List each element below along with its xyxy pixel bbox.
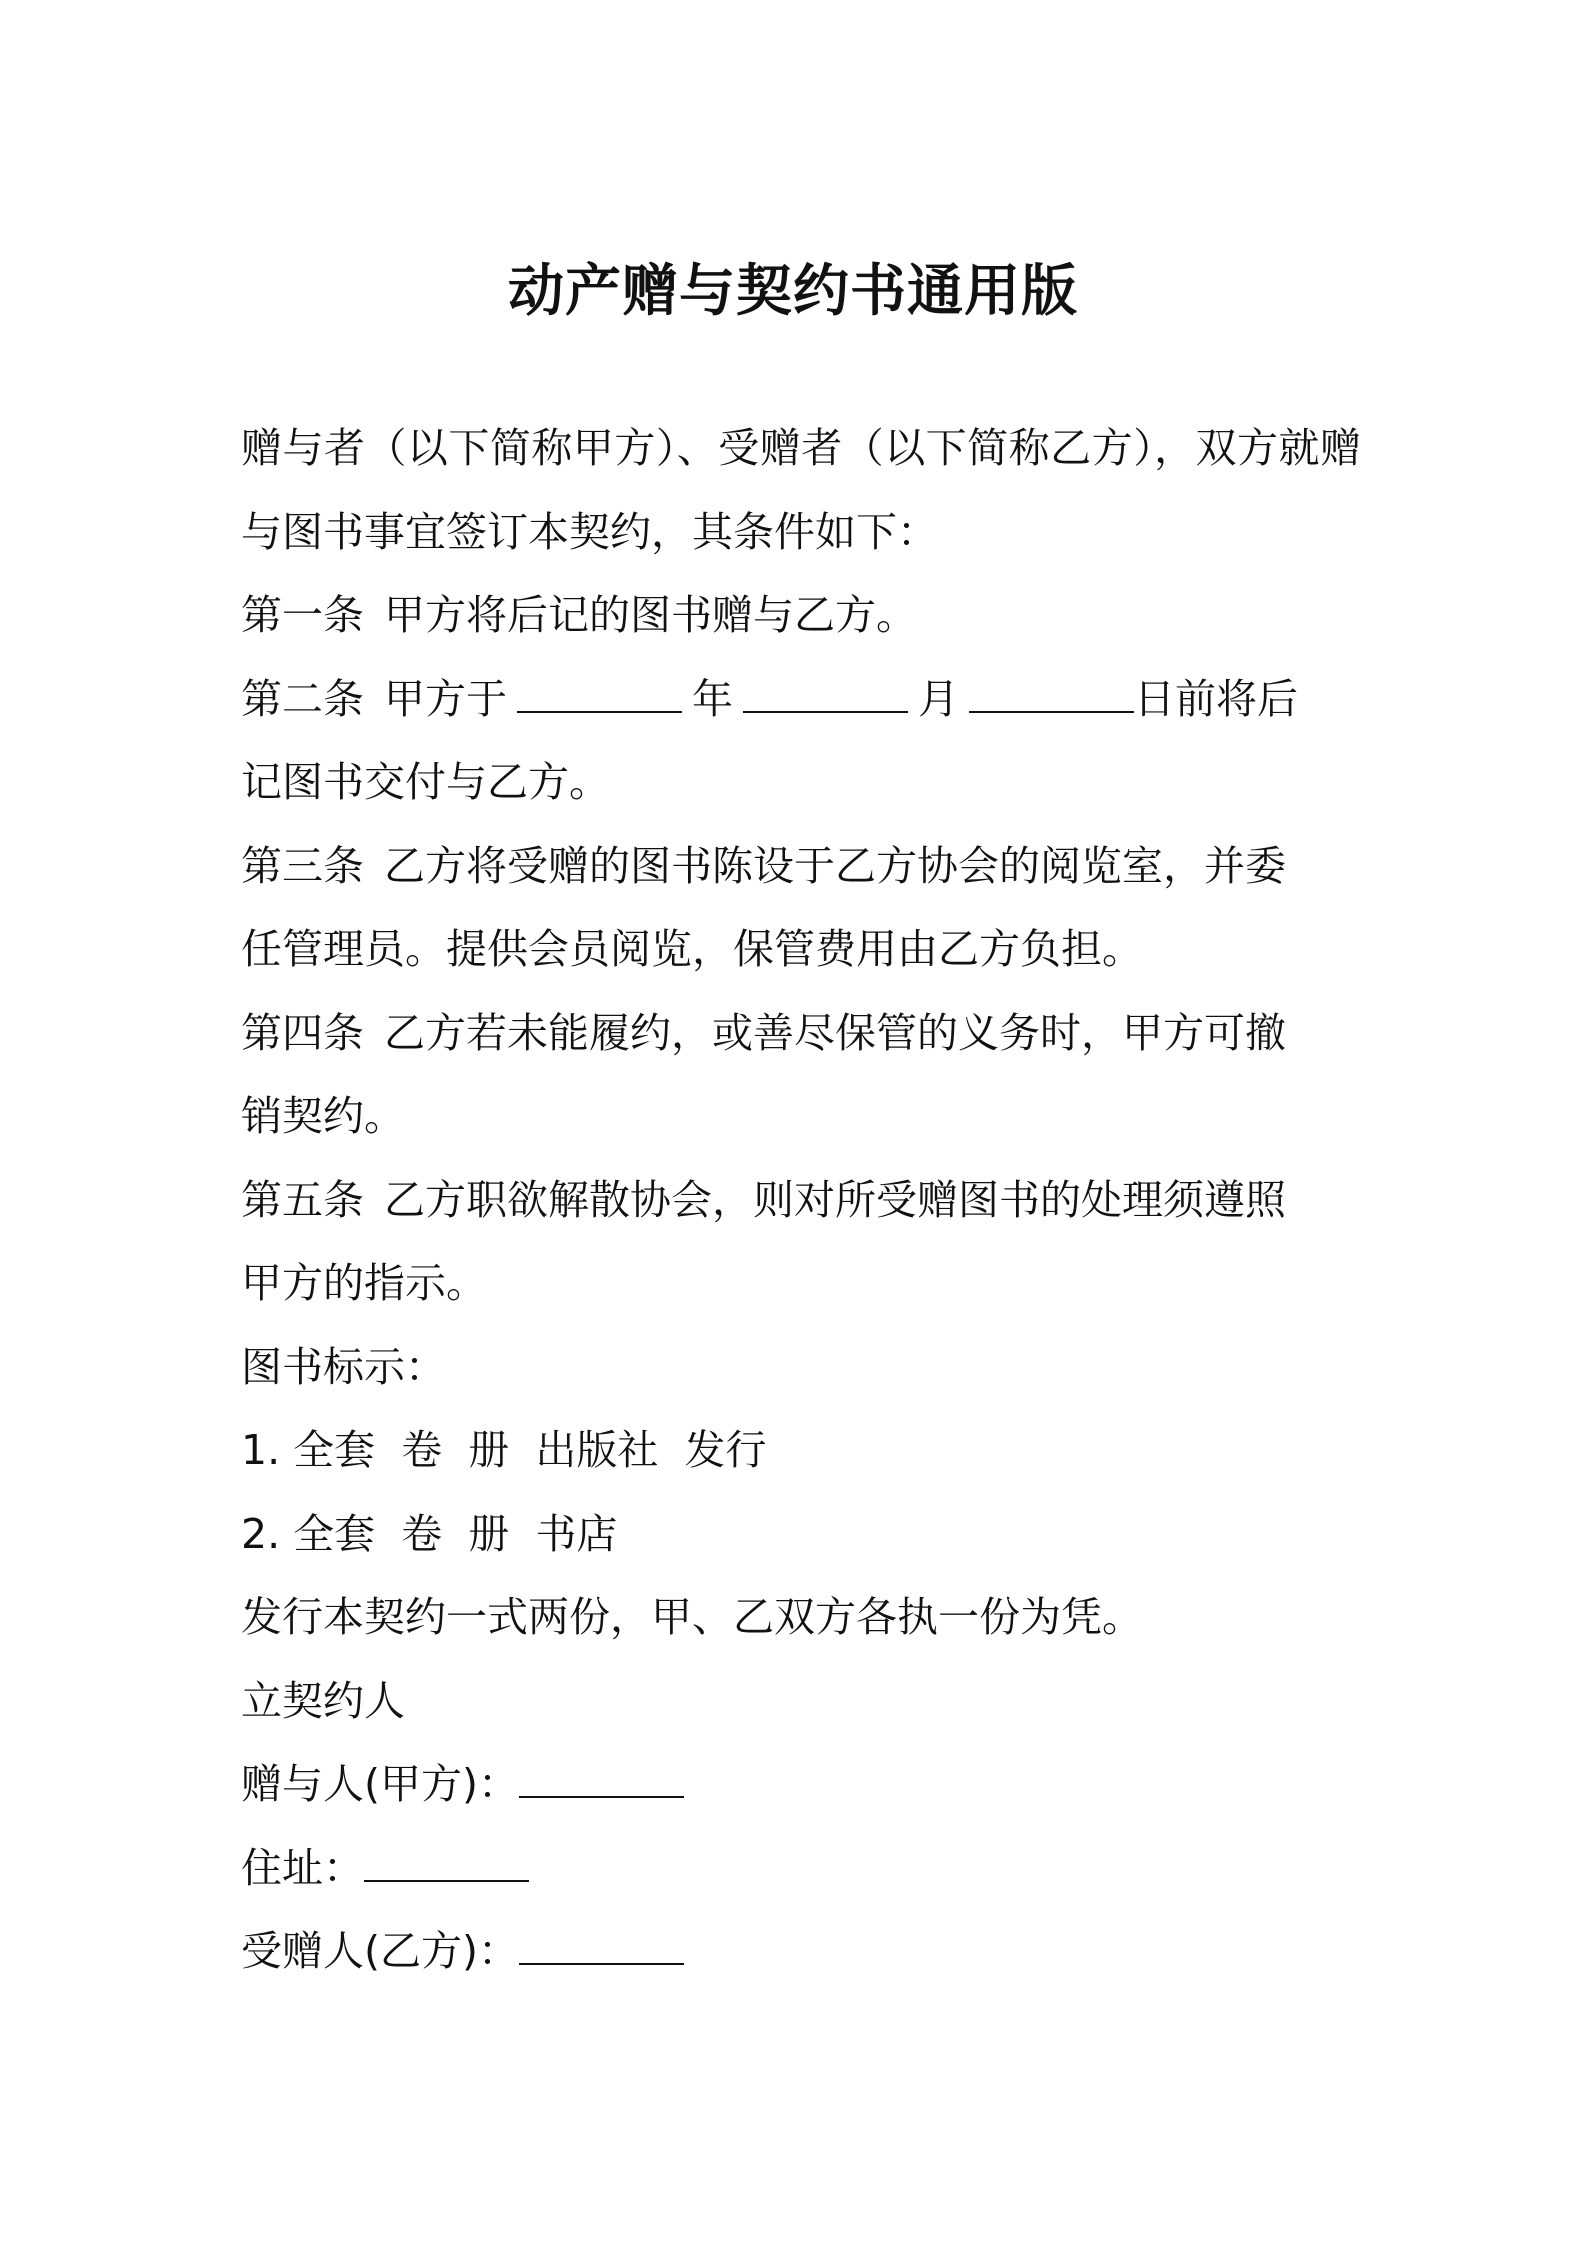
article-3-label: 第三条 [241,841,364,890]
day-label: 日前将后 [1134,674,1298,723]
intro-line-1: 赠与者（以下简称甲方）、受赠者（以下简称乙方），双方就赠 [241,424,1361,472]
year-label: 年 [692,674,733,723]
books-heading: 图书标示： [241,1342,446,1391]
address-label: 住址： [241,1843,364,1892]
donor-label: 赠与人(甲方)： [241,1760,519,1808]
article-3-line-2: 任管理员。提供会员阅览，保管费用由乙方负担。 [241,925,1143,973]
article-4-label: 第四条 [241,1008,364,1057]
article-1 [241,574,1361,658]
address-blank[interactable] [364,1840,529,1882]
document-title: 动产赠与契约书通用版 [508,259,1078,324]
month-blank [743,671,908,713]
document-body [241,407,1361,1994]
article-2-line-2: 记图书交付与乙方。 [241,758,610,806]
article-3-text: 乙方将受赠的图书陈设于乙方协会的阅览室，并委 [384,841,1286,890]
donor-blank[interactable] [519,1756,684,1798]
article-2-text: 甲方于 [384,674,507,723]
recipient-label: 受赠人(乙方)： [241,1927,519,1975]
article-5-text: 乙方职欲解散协会，则对所受赠图书的处理须遵照 [384,1175,1286,1224]
article-5-line-2: 甲方的指示。 [241,1259,487,1307]
signatories-heading: 立契约人 [241,1676,405,1725]
intro-line-2: 与图书事宜签订本契约，其条件如下： [241,507,938,556]
article-2-label: 第二条 [241,674,364,723]
recipient-blank[interactable] [519,1923,684,1965]
article-2-line-1 [241,658,1361,742]
article-4-line-2: 销契约。 [241,1092,405,1140]
article-4-line-1 [241,992,1361,1076]
donor-line [241,1743,1361,1827]
recipient-line [241,1910,1361,1994]
copies-note: 发行本契约一式两份，甲、乙双方各执一份为凭。 [241,1593,1143,1641]
day-blank [969,671,1134,713]
article-5-line-1 [241,1159,1361,1243]
book-item-1: 1. 全套 卷 册 出版社 发行 [241,1426,767,1474]
address-line [241,1827,1361,1911]
book-item-2: 2. 全套 卷 册 书店 [241,1509,618,1558]
article-4-text: 乙方若未能履约，或善尽保管的义务时，甲方可撤 [384,1008,1286,1057]
article-3-line-1 [241,825,1361,909]
article-5-label: 第五条 [241,1175,364,1224]
article-1-text: 甲方将后记的图书赠与乙方。 [384,591,917,639]
year-blank [517,671,682,713]
month-label: 月 [918,674,959,723]
article-1-label: 第一条 [241,591,364,639]
